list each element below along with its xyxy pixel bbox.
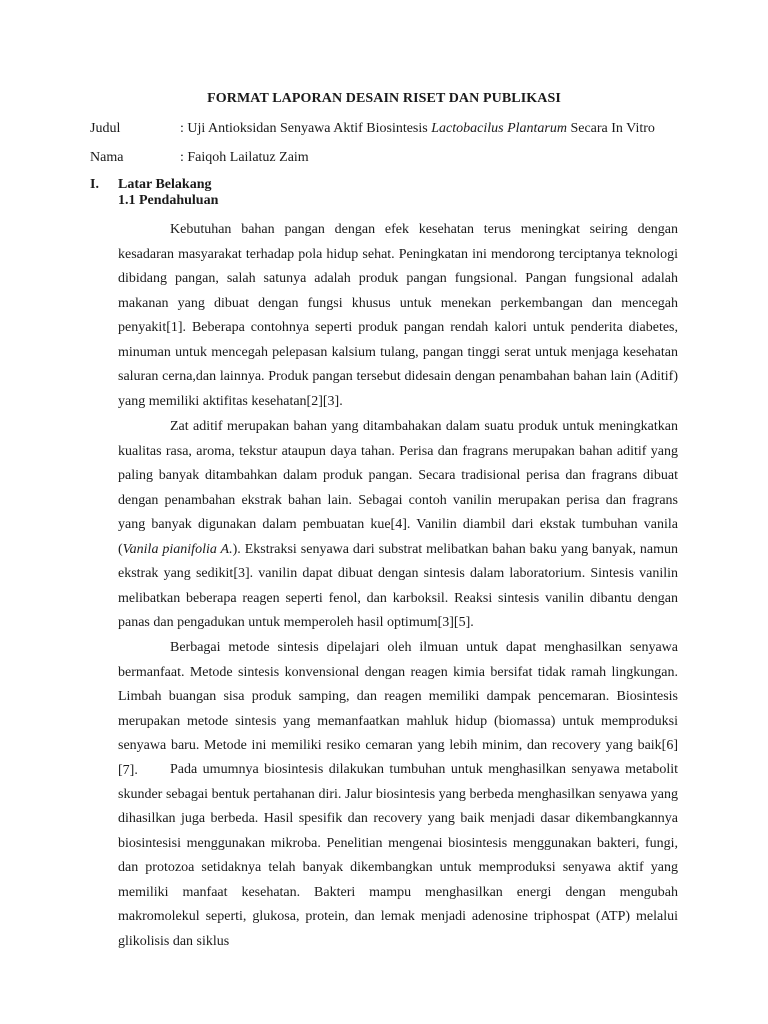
paragraph-2-text-a: Zat aditif merupakan bahan yang ditambahakan dalam suatu produk untuk meningkatkan kualitas rasa, aroma, tekstur ataupun daya tahan. Perisa dan fragrans merupakan bahan aditif yang paling banyak ditambahkan dalam produk pangan. Secara tradisional perisa dan fragrans dibuat dengan penambahan ekstrak bahan lain. Sebagai contoh vanilin merupakan perisa dan fragrans yang banyak digunakan dalam pembuatan kue[4]. Vanilin diambil dari ekstak tumbuhan vanila ( — [118, 419, 678, 557]
section-title: Latar Belakang — [118, 177, 212, 192]
judul-value-suffix: Secara In Vitro — [566, 121, 655, 136]
subsection-heading: 1.1 Pendahuluan — [118, 193, 219, 208]
section-heading — [90, 177, 211, 193]
nama-row — [90, 150, 309, 166]
paragraph-2-text-b: ). Ekstraksi senyawa dari substrat melibatkan bahan baku yang banyak, namun ekstrak yang sedikit[3]. vanilin dapat dibuat dengan sintesis dalam laboratorium. Sintesis vanilin melibatkan beberapa reagen seperti fenol, dan karboksil. Reaksi sintesis vanilin dibantu dengan panas dan pengadukan untuk memperoleh hasil optimum[3][5]. — [118, 541, 678, 630]
nama-label: Nama — [90, 150, 124, 165]
judul-value-italic: Lactobacilus Plantarum — [431, 121, 567, 136]
judul-row — [90, 121, 655, 137]
paragraph-2-italic: Vanila pianifolia A. — [122, 541, 233, 557]
paragraph-1: Kebutuhan bahan pangan dengan efek kesehatan terus meningkat seiring dengan kesadaran masyarakat terhadap pola hidup sehat. Peningkatan ini mendorong terciptanya teknologi dibidang pangan, salah satunya adalah produk pangan fungsional. Pangan fungsional adalah makanan yang dibuat dengan fungsi khusus untuk menekan perkembangan dan mencegah penyakit[1]. Beberapa contohnya seperti produk pangan rendah kalori untuk penderita diabetes, minuman untuk mencegah pelepasan kalsium tulang, pangan tinggi serat untuk menjaga kesehatan saluran cerna,dan lainnya. Produk pangan tersebut didesain dengan penambahan bahan lain (Aditif) yang memiliki aktifitas kesehatan[2][3]. — [118, 222, 678, 409]
judul-label: Judul — [90, 121, 121, 136]
paragraph-2 — [118, 415, 678, 636]
paragraph-4: Pada umumnya biosintesis dilakukan tumbuhan untuk menghasilkan senyawa metabolit skunder sebagai bentuk pertahanan diri. Jalur biosintesis yang berbeda menghasilkan senyawa yang dihasilkan juga berbeda. Hasil spesifik dan recovery yang baik menjadi dasar dikembangkannya biosintesisi menggunakan mikroba. Penelitian mengenai biosintesis menggunakan bakteri, fungi, dan protozoa setidaknya telah banyak dikembangkan untuk memproduksi senyawa aktif yang memiliki manfaat kesehatan. Bakteri mampu menghasilkan energi dengan mengubah makromolekul seperti, glukosa, protein, dan lemak menjadi adenosine triphospat (ATP) melalui glikolisis dan siklus — [118, 762, 678, 949]
judul-value-prefix: : Uji Antioksidan Senyawa Aktif Biosintesis — [180, 121, 432, 136]
paragraph-3: Berbagai metode sintesis dipelajari oleh ilmuan untuk dapat menghasilkan senyawa bermanfaat. Metode sintesis konvensional dengan reagen kimia bersifat tidak ramah lingkungan. Limbah buangan sisa produk samping, dan reagen memiliki dampak pencemaran. Biosintesis merupakan metode sintesis yang memanfaatkan mahluk hidup (biomassa) untuk memproduksi senyawa baru. Metode ini memiliki resiko cemaran yang lebih minim, dan recovery yang baik[6][7]. — [118, 640, 678, 778]
document-title: FORMAT LAPORAN DESAIN RISET DAN PUBLIKASI — [207, 91, 561, 106]
judul-value — [180, 121, 655, 136]
nama-value: : Faiqoh Lailatuz Zaim — [180, 150, 309, 165]
section-number: I. — [90, 177, 99, 192]
